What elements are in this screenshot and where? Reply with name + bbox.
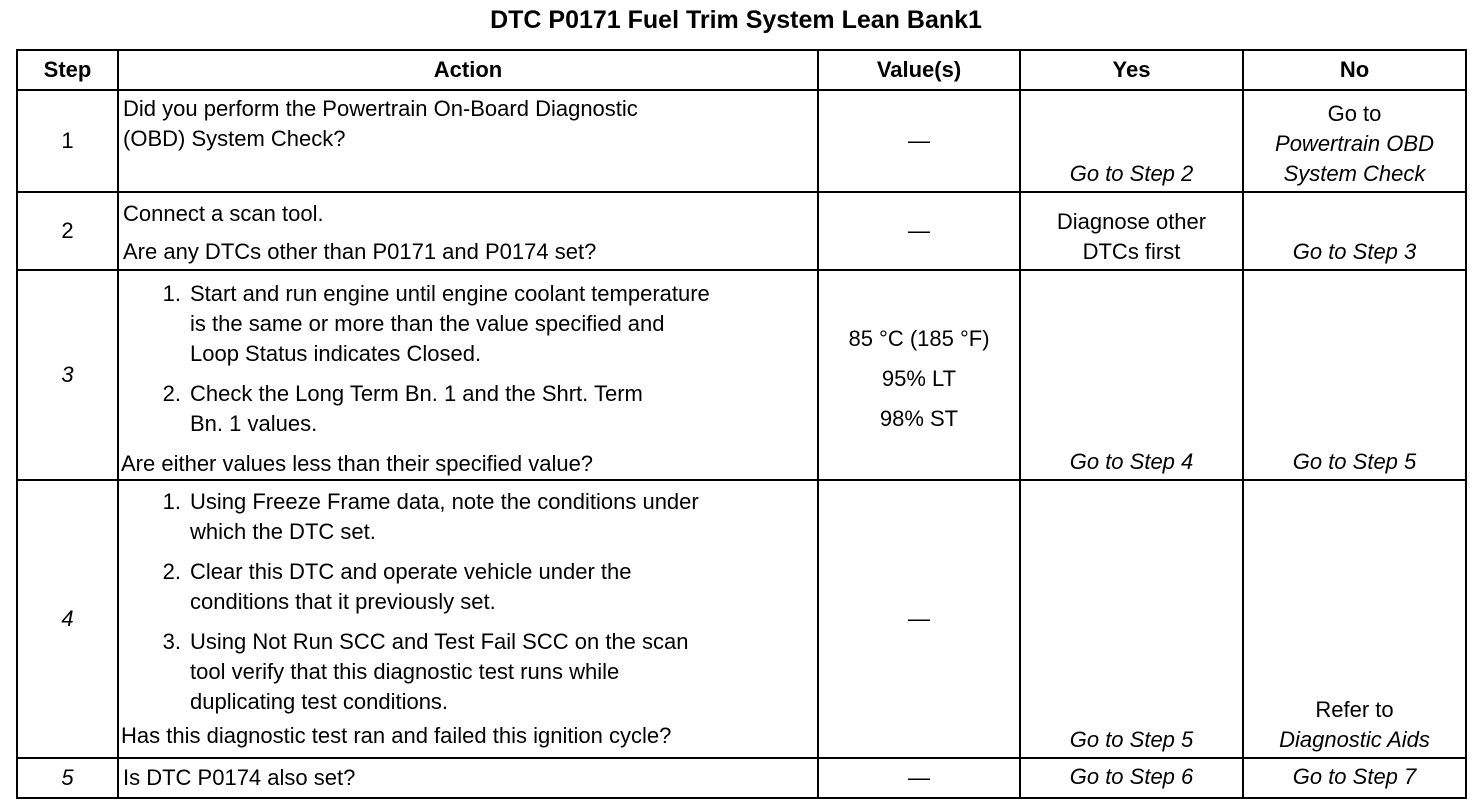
list-text: tool verify that this diagnostic test runs while [190, 659, 620, 684]
action-steps-list [123, 487, 813, 717]
action-cell [118, 480, 818, 758]
list-text: Bn. 1 values. [190, 411, 318, 436]
value-long-term: 95% LT [881, 366, 957, 391]
value-short-term: 98% ST [879, 406, 959, 431]
table-row-step-4 [17, 480, 1466, 758]
no-outcome-link: Diagnostic Aids [1279, 727, 1430, 752]
step-number: 4 [17, 480, 118, 758]
action-cell [118, 90, 818, 192]
value-cell: — [818, 192, 1020, 270]
action-cell [118, 270, 818, 480]
no-outcome-text: Refer to [1315, 697, 1394, 722]
table-row-step-1 [17, 90, 1466, 192]
action-question: Is DTC P0174 also set? [123, 765, 356, 790]
yes-outcome-text: DTCs first [1082, 239, 1181, 264]
list-item [123, 279, 813, 369]
value-cell: — [818, 480, 1020, 758]
no-outcome [1243, 480, 1466, 758]
header-action: Action [118, 50, 818, 90]
action-text: Connect a scan tool. [123, 201, 324, 226]
header-row [17, 50, 1466, 90]
list-item [123, 557, 813, 617]
value-temperature: 85 °C (185 °F) [848, 326, 990, 351]
list-number: 3. [162, 629, 181, 654]
value-cell [818, 270, 1020, 480]
list-text: Start and run engine until engine coolant temperature [190, 281, 710, 306]
list-number: 1. [162, 281, 181, 306]
no-outcome: Go to Step 3 [1243, 192, 1466, 270]
action-steps-list [123, 279, 813, 439]
header-values: Value(s) [818, 50, 1020, 90]
action-cell [118, 192, 818, 270]
list-number: 2. [162, 559, 181, 584]
list-text: Loop Status indicates Closed. [190, 341, 482, 366]
yes-outcome: Go to Step 6 [1020, 758, 1243, 798]
yes-outcome: Go to Step 2 [1020, 90, 1243, 192]
list-text: is the same or more than the value specified and [190, 311, 665, 336]
step-number: 5 [17, 758, 118, 798]
action-text: Did you perform the Powertrain On-Board Diagnostic [123, 96, 638, 121]
list-item [123, 379, 813, 439]
page-title: DTC P0171 Fuel Trim System Lean Bank1 [490, 6, 982, 34]
no-outcome: Go to Step 5 [1243, 270, 1466, 480]
yes-outcome: Go to Step 4 [1020, 270, 1243, 480]
value-cell: — [818, 758, 1020, 798]
list-number: 1. [162, 489, 181, 514]
list-text: Using Freeze Frame data, note the conditions under [190, 489, 699, 514]
header-step: Step [17, 50, 118, 90]
no-outcome-link: System Check [1283, 161, 1426, 186]
action-text: (OBD) System Check? [123, 126, 346, 151]
step-number: 3 [17, 270, 118, 480]
list-item [123, 487, 813, 547]
list-number: 2. [162, 381, 181, 406]
yes-outcome: Go to Step 5 [1020, 480, 1243, 758]
value-cell: — [818, 90, 1020, 192]
no-outcome-link: Powertrain OBD [1275, 131, 1434, 156]
action-question: Are any DTCs other than P0171 and P0174 set? [123, 239, 597, 264]
table-row-step-3 [17, 270, 1466, 480]
yes-outcome-text: Diagnose other [1056, 209, 1207, 234]
action-question: Has this diagnostic test ran and failed this ignition cycle? [121, 723, 672, 748]
step-number: 2 [17, 192, 118, 270]
list-text: conditions that it previously set. [190, 589, 496, 614]
no-outcome: Go to Step 7 [1243, 758, 1466, 798]
action-question: Are either values less than their specified value? [121, 451, 594, 476]
list-text: Using Not Run SCC and Test Fail SCC on the scan [190, 629, 689, 654]
no-outcome-text: Go to [1327, 101, 1382, 126]
table-row-step-2 [17, 192, 1466, 270]
list-text: Clear this DTC and operate vehicle under the [190, 559, 632, 584]
step-number: 1 [17, 90, 118, 192]
diagnostic-table [16, 49, 1467, 799]
action-cell [118, 758, 818, 798]
header-no: No [1243, 50, 1466, 90]
header-yes: Yes [1020, 50, 1243, 90]
list-text: which the DTC set. [190, 519, 376, 544]
list-text: duplicating test conditions. [190, 689, 449, 714]
list-item [123, 627, 813, 717]
yes-outcome [1020, 192, 1243, 270]
list-text: Check the Long Term Bn. 1 and the Shrt. Term [190, 381, 643, 406]
table-row-step-5 [17, 758, 1466, 798]
no-outcome [1243, 90, 1466, 192]
